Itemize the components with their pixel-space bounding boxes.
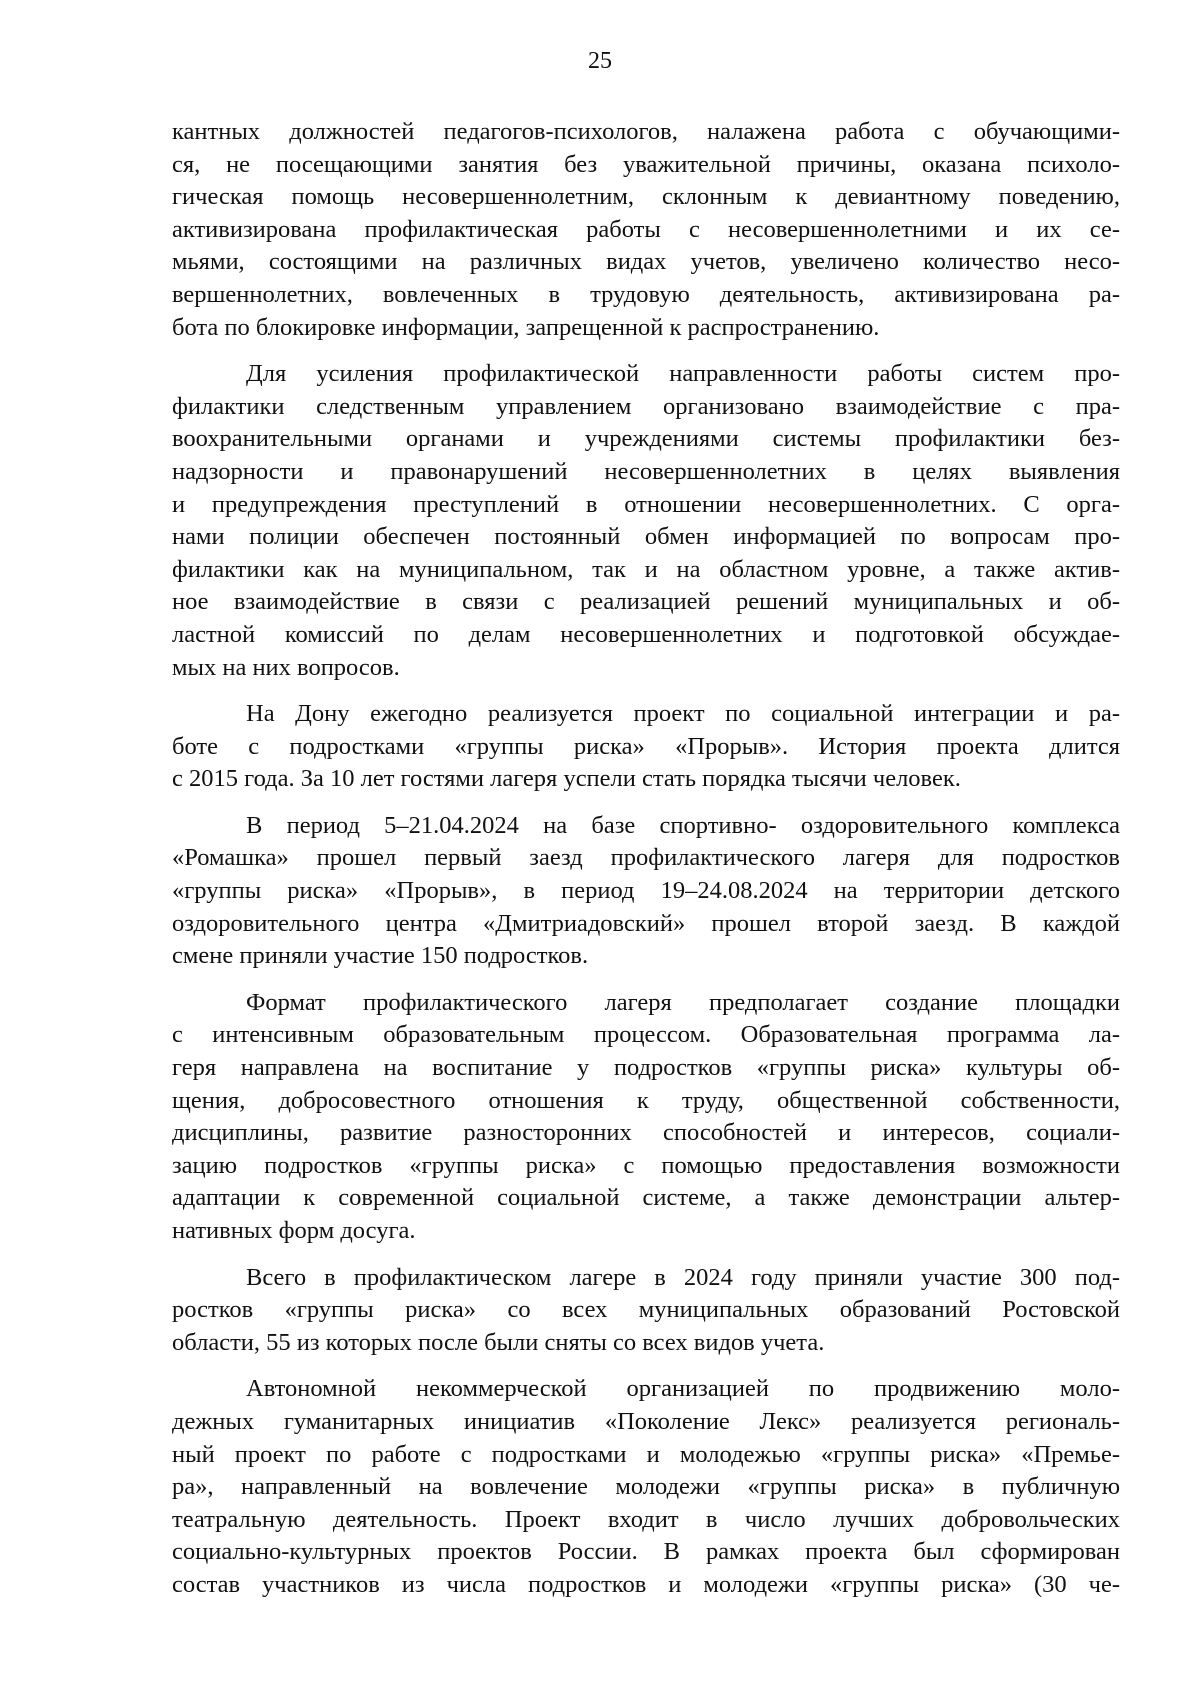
paragraph [172,358,1120,684]
text-line: области, 55 из которых после были сняты со всех видов учета. [172,1328,825,1356]
paragraph [172,116,1120,344]
text-line: ластной комиссий по делам несовершеннолетних и подготовкой обсуждае- [172,620,1120,648]
text-line: социально-культурных проектов России. В рамках проекта был сформирован [172,1538,1120,1566]
text-line: активизирована профилактическая работы с несовершеннолетними и их се- [172,215,1120,243]
text-line: оздоровительного центра «Дмитриадовский» прошел второй заезд. В каждой [172,909,1120,937]
text-line: кантных должностей педагогов-психологов, налажена работа с обучающими- [172,118,1120,145]
text-line: боте с подростками «группы риска» «Прорыв». История проекта длится [172,732,1120,760]
paragraph [172,987,1120,1248]
text-line: филактики как на муниципальном, так и на областном уровне, а также актив- [172,555,1120,583]
text-line: ся, не посещающими занятия без уважительной причины, оказана психоло- [172,150,1120,178]
text-line: На Дону ежегодно реализуется проект по социальной интеграции и ра- [246,700,1120,728]
text-line: Автономной некоммерческой организацией по продвижению моло- [246,1375,1120,1403]
text-line: нами полиции обеспечен постоянный обмен информацией по вопросам про- [172,523,1120,551]
text-line: ный проект по работе с подростками и молодежью «группы риска» «Премье- [172,1440,1120,1468]
text-line: дежных гуманитарных инициатив «Поколение Лекс» реализуется региональ- [172,1407,1120,1435]
text-line: Для усиления профилактической направленности работы систем про- [246,360,1120,388]
text-line: зацию подростков «группы риска» с помощью предоставления возможности [172,1151,1120,1179]
text-line: с 2015 года. За 10 лет гостями лагеря успели стать порядка тысячи человек. [172,765,961,793]
text-line: и предупреждения преступлений в отношении несовершеннолетних. С орга- [172,490,1120,518]
text-line: мьями, состоящими на различных видах учетов, увеличено количество несо- [172,248,1120,276]
text-line: В период 5–21.04.2024 на базе спортивно- оздоровительного комплекса [246,811,1120,839]
text-line: геря направлена на воспитание у подростков «группы риска» культуры об- [172,1054,1120,1082]
text-line: адаптации к современной социальной системе, а также демонстрации альтер- [172,1184,1120,1212]
text-line: «Ромашка» прошел первый заезд профилактического лагеря для подростков [172,844,1120,872]
text-line: Всего в профилактическом лагере в 2024 году приняли участие 300 под- [246,1263,1120,1291]
text-line: смене приняли участие 150 подростков. [172,942,589,970]
paragraph [172,810,1120,973]
paragraph [172,698,1120,796]
text-line: ростков «группы риска» со всех муниципальных образований Ростовской [172,1296,1120,1324]
paragraph [172,1262,1120,1360]
text-line: бота по блокировке информации, запрещенной к распространению. [172,313,880,341]
text-line: ра», направленный на вовлечение молодежи «группы риска» в публичную [172,1473,1120,1501]
text-line: с интенсивным образовательным процессом. Образовательная программа ла- [172,1021,1120,1049]
text-line: воохранительными органами и учреждениями системы профилактики без- [172,425,1120,453]
text-line: театральную деятельность. Проект входит в число лучших добровольческих [172,1505,1120,1533]
text-line: нативных форм досуга. [172,1217,416,1244]
document-body [172,116,1120,1616]
text-line: щения, добросовестного отношения к труду, общественной собственности, [172,1086,1120,1114]
text-line: надзорности и правонарушений несовершеннолетних в целях выявления [172,457,1120,485]
text-line: «группы риска» «Прорыв», в период 19–24.08.2024 на территории детского [172,877,1120,905]
text-line: мых на них вопросов. [172,653,400,681]
text-line: ное взаимодействие в связи с реализацией решений муниципальных и об- [172,588,1120,616]
text-line: Формат профилактического лагеря предполагает создание площадки [246,988,1120,1016]
text-line: гическая помощь несовершеннолетним, склонным к девиантному поведению, [172,183,1120,211]
text-line: дисциплины, развитие разносторонних способностей и интересов, социали- [172,1119,1120,1147]
text-line: вершеннолетних, вовлеченных в трудовую деятельность, активизирована ра- [172,280,1120,308]
page-number: 25 [588,48,612,74]
paragraph [172,1373,1120,1601]
text-line: состав участников из числа подростков и молодежи «группы риска» (30 че- [172,1570,1120,1598]
text-line: филактики следственным управлением организовано взаимодействие с пра- [172,392,1120,420]
